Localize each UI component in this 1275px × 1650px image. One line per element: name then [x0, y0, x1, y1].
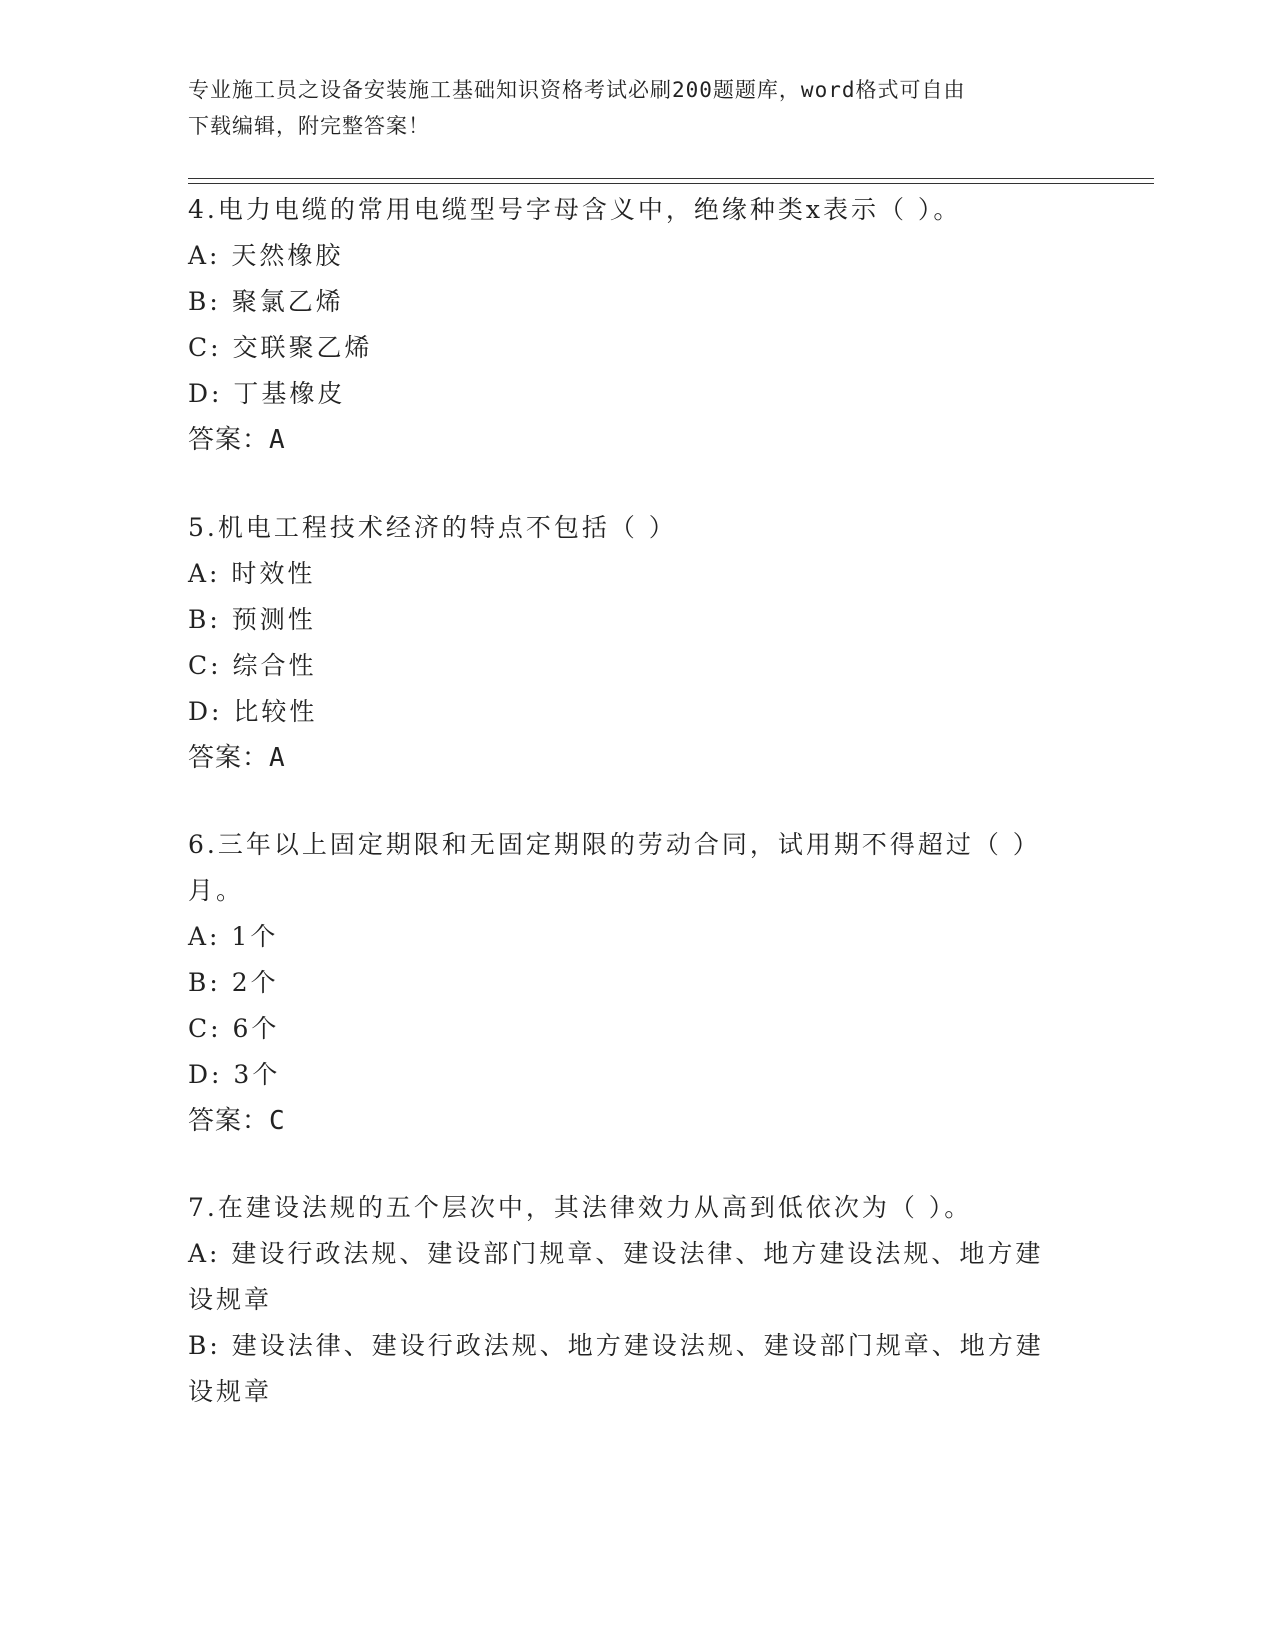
option-c: C: 交联聚乙烯 [188, 333, 373, 362]
option-d: D: 3个 [188, 1060, 281, 1089]
question-6 [188, 822, 1088, 1144]
option-a: A: 1个 [188, 922, 279, 951]
option-c: C: 综合性 [188, 651, 317, 680]
option-c: C: 6个 [188, 1014, 280, 1043]
option-a: A: 天然橡胶 [188, 241, 344, 270]
answer: 答案：A [188, 743, 286, 773]
header-divider-bottom [188, 183, 1154, 184]
header-line-1: 专业施工员之设备安装施工基础知识资格考试必刷200题题库，word格式可自由 [188, 78, 966, 102]
option-b-line-2: 设规章 [188, 1377, 273, 1406]
option-a-line-2: 设规章 [188, 1285, 273, 1314]
question-stem-line-1: 6.三年以上固定期限和无固定期限的劳动合同，试用期不得超过（ ） [188, 830, 1041, 859]
question-stem: 5.机电工程技术经济的特点不包括（ ） [188, 513, 677, 542]
option-d: D: 丁基橡皮 [188, 379, 346, 408]
option-b-line-1: B: 建设法律、建设行政法规、地方建设法规、建设部门规章、地方建 [188, 1331, 1044, 1360]
question-stem-line-2: 月。 [188, 876, 245, 905]
document-header [188, 72, 1068, 144]
option-b: B: 预测性 [188, 605, 316, 634]
option-d: D: 比较性 [188, 697, 318, 726]
option-b: B: 2个 [188, 968, 279, 997]
question-5 [188, 505, 1088, 781]
option-a: A: 时效性 [188, 559, 316, 588]
question-7 [188, 1185, 1088, 1415]
question-4 [188, 187, 1088, 463]
question-stem: 4.电力电缆的常用电缆型号字母含义中，绝缘种类x表示（ ）。 [188, 195, 962, 224]
header-line-2: 下载编辑，附完整答案！ [188, 114, 430, 138]
header-divider-top [188, 178, 1154, 179]
answer: 答案：C [188, 1106, 286, 1136]
answer: 答案：A [188, 425, 286, 455]
option-b: B: 聚氯乙烯 [188, 287, 344, 316]
option-a-line-1: A: 建设行政法规、建设部门规章、建设法律、地方建设法规、地方建 [188, 1239, 1044, 1268]
question-stem: 7.在建设法规的五个层次中，其法律效力从高到低依次为（ ）。 [188, 1193, 973, 1222]
